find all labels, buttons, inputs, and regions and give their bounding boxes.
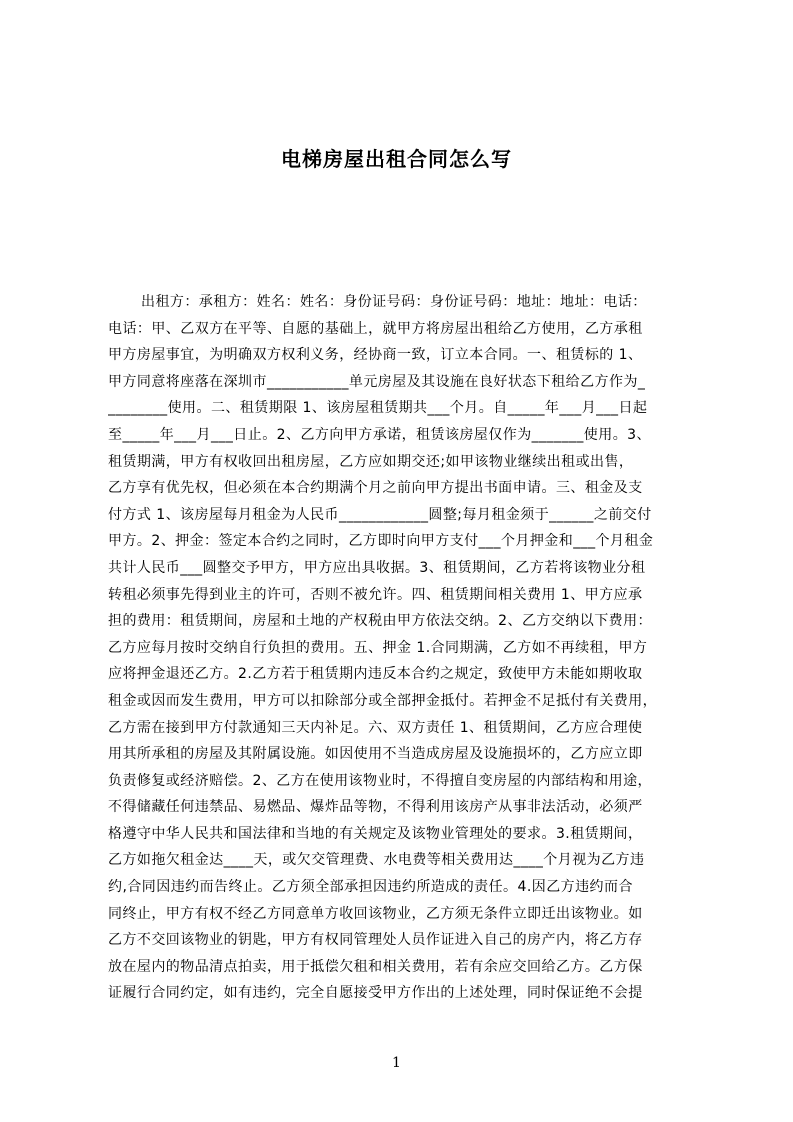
text-line: 电话：甲、乙双方在平等、自愿的基础上，就甲方将房屋出租给乙方使用，乙方承租	[108, 320, 643, 337]
text-line: 共计人民币___圆整交予甲方，甲方应出具收据。3、租赁期间，乙方若将该物业分租	[108, 559, 646, 576]
text-line: 用其所承租的房屋及其附属设施。如因使用不当造成房屋及设施损坏的，乙方应立即	[108, 746, 643, 763]
text-line: 乙方享有优先权，但必须在本合约期满个月之前向甲方提出书面申请。三、租金及支	[108, 480, 643, 497]
text-line: 约,合同因违约而告终止。乙方须全部承担因违约所造成的责任。4.因乙方违约而合	[108, 879, 633, 896]
text-line: 付方式 1、该房屋每月租金为人民币____________圆整;每月租金须于______之前交付	[108, 506, 652, 523]
contract-body	[108, 289, 698, 1039]
text-line: 担的费用：租赁期间，房屋和土地的产权税由甲方依法交纳。2、乙方交纳以下费用：	[108, 613, 653, 630]
text-line: 负责修复或经济赔偿。2、乙方在使用该物业时，不得擅自变房屋的内部结构和用途，	[108, 772, 653, 789]
text-line: 租金或因而发生费用，甲方可以扣除部分或全部押金抵付。若押金不足抵付有关费用，	[108, 692, 658, 709]
text-line: 转租必须事先得到业主的许可，否则不被允许。四、租赁期间相关费用 1、甲方应承	[108, 586, 643, 603]
text-line: 不得储藏任何违禁品、易燃品、爆炸品等物，不得利用该房产从事非法活动，必须严	[108, 799, 643, 816]
text-line: 证履行合同约定，如有违约，完全自愿接受甲方作出的上述处理，同时保证绝不会提	[108, 985, 643, 1002]
text-line: 出租方：承租方：姓名：姓名：身份证号码：身份证号码：地址：地址：电话：	[141, 294, 647, 310]
page-number: 1	[392, 1055, 401, 1071]
text-line: 同终止，甲方有权不经乙方同意单方收回该物业，乙方须无条件立即迁出该物业。如	[108, 905, 643, 922]
text-line: 乙方如拖欠租金达____天，或欠交管理费、水电费等相关费用达____个月视为乙方违	[108, 852, 645, 869]
text-line: 格遵守中华人民共和国法律和当地的有关规定及该物业管理处的要求。3.租赁期间，	[108, 825, 643, 842]
text-line: 租赁期满，甲方有权收回出租房屋，乙方应如期交还;如甲该物业继续出租或出售，	[108, 453, 634, 470]
text-line: 乙方应每月按时交纳自行负担的费用。五、押金 1.合同期满，乙方如不再续租，甲方	[108, 639, 648, 656]
text-line: 乙方需在接到甲方付款通知三天内补足。六、双方责任 1、租赁期间，乙方应合理使	[108, 719, 643, 736]
text-line: 甲方同意将座落在深圳市___________单元房屋及其设施在良好状态下租给乙方作为_	[108, 373, 646, 390]
text-line: ________使用。二、租赁期限 1、该房屋租赁期共___个月。自_____年___月___日起	[108, 400, 648, 417]
text-line: 应将押金退还乙方。2.乙方若于租赁期内违反本合约之规定，致使甲方未能如期收取	[108, 666, 643, 683]
text-line: 放在屋内的物品清点拍卖，用于抵偿欠租和相关费用，若有余应交回给乙方。乙方保	[108, 958, 643, 975]
text-line: 乙方不交回该物业的钥匙，甲方有权同管理处人员作证进入自己的房产内，将乙方存	[108, 932, 643, 949]
text-line: 甲方。2、押金：签定本合约之同时，乙方即时向甲方支付___个月押金和___个月租金	[108, 533, 654, 550]
text-line: 至_____年___月___日止。2、乙方向甲方承诺，租赁该房屋仅作为_______使用。3、	[108, 426, 651, 443]
text-line: 甲方房屋事宜，为明确双方权利义务，经协商一致，订立本合同。一、租赁标的 1、	[108, 347, 643, 364]
document-title: 电梯房屋出租合同怎么写	[281, 147, 512, 171]
